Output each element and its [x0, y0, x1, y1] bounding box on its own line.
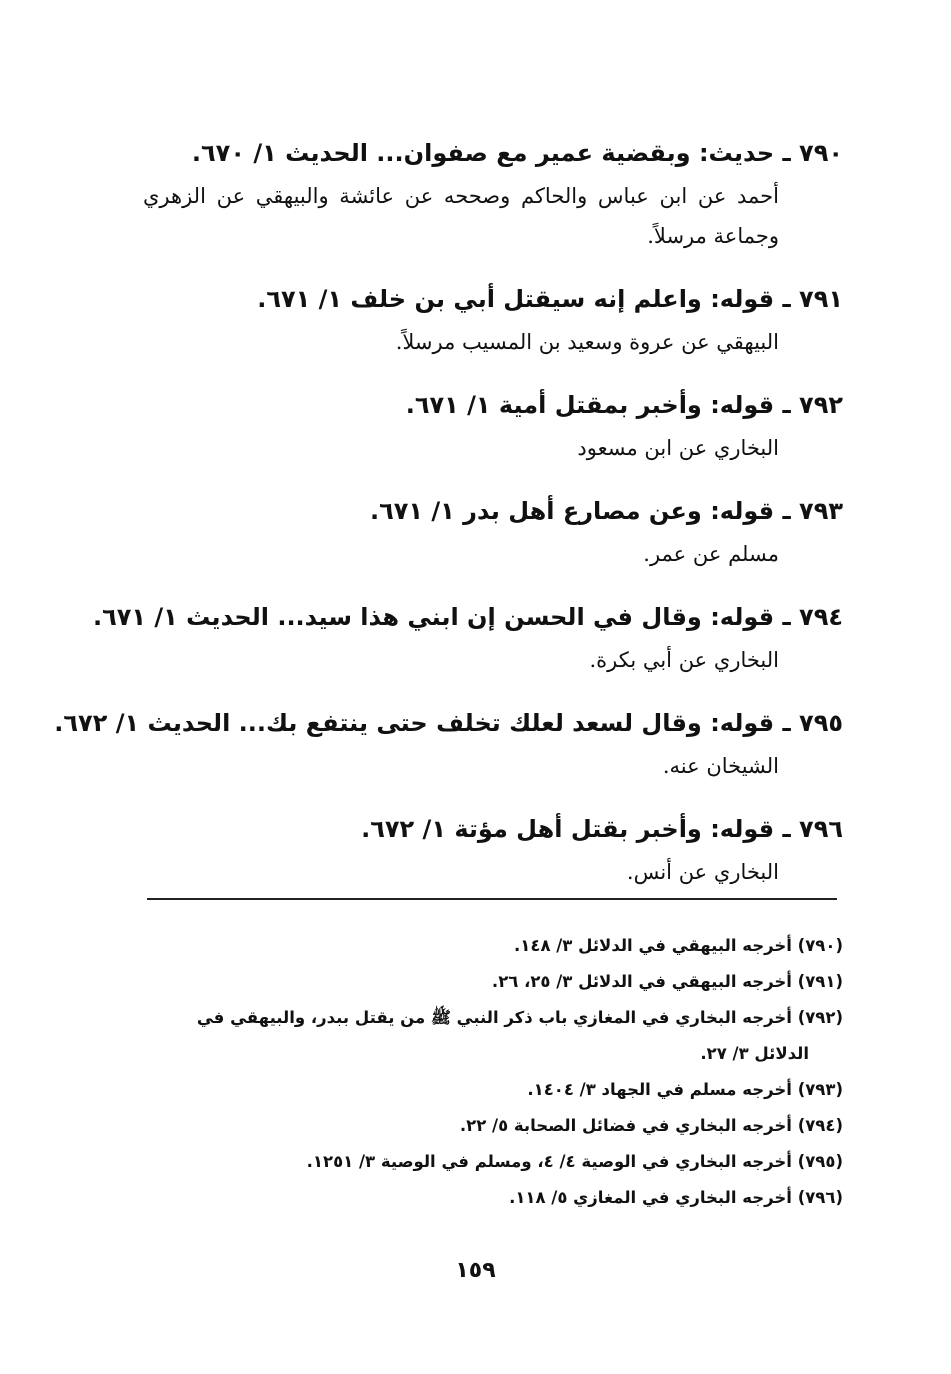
entry-heading: ٧٩٠ ـ حديث: وبقضية عمير مع صفوان... الحديث ١/ ٦٧٠. [191, 139, 843, 167]
footnote-791 [143, 964, 843, 1000]
entry-heading: ٧٩٢ ـ قوله: وأخبر بمقتل أمية ١/ ٦٧١. [405, 391, 843, 419]
entry-791 [143, 276, 843, 362]
footnote-continuation: الدلائل ٣/ ٢٧. [700, 1044, 809, 1063]
footnote-794 [143, 1108, 843, 1144]
entry-source: البيهقي عن عروة وسعيد بن المسيب مرسلاً. [395, 330, 779, 354]
entry-source: الشيخان عنه. [662, 754, 779, 778]
footnote-text: (٧٩٢) أخرجه البخاري في المغازي باب ذكر النبي ﷺ من يقتل ببدر، والبيهقي في [196, 1008, 843, 1027]
footnote-796 [143, 1180, 843, 1216]
footnote-text: (٧٩١) أخرجه البيهقي في الدلائل ٣/ ٢٥، ٢٦. [491, 972, 843, 991]
entry-heading: ٧٩٦ ـ قوله: وأخبر بقتل أهل مؤتة ١/ ٦٧٢. [361, 815, 843, 843]
footnote-text: (٧٩٠) أخرجه البيهقي في الدلائل ٣/ ١٤٨. [514, 936, 843, 955]
entry-source: البخاري عن أنس. [626, 860, 779, 884]
entry-source: البخاري عن ابن مسعود [577, 436, 779, 460]
hadith-entries [54, 130, 843, 912]
footnote-793 [143, 1072, 843, 1108]
footnote-text: (٧٩٥) أخرجه البخاري في الوصية ٤/ ٤، ومسلم في الوصية ٣/ ١٢٥١. [306, 1152, 843, 1171]
entry-792 [143, 382, 843, 468]
entry-796 [143, 806, 843, 892]
footnote-divider [147, 898, 837, 900]
entry-heading: ٧٩٤ ـ قوله: وقال في الحسن إن ابني هذا سيد... الحديث ١/ ٦٧١. [92, 603, 843, 631]
entry-794 [92, 594, 843, 680]
footnote-text: (٧٩٣) أخرجه مسلم في الجهاد ٣/ ١٤٠٤. [527, 1080, 843, 1099]
entry-source: مسلم عن عمر. [643, 542, 779, 566]
entry-heading: ٧٩٣ ـ قوله: وعن مصارع أهل بدر ١/ ٦٧١. [369, 497, 843, 525]
entry-source: البخاري عن أبي بكرة. [589, 648, 779, 672]
entry-793 [143, 488, 843, 574]
entry-heading: ٧٩١ ـ قوله: واعلم إنه سيقتل أبي بن خلف ١/ ٦٧١. [257, 285, 843, 313]
footnote-795 [143, 1144, 843, 1180]
entry-790 [143, 130, 843, 256]
footnote-text: (٧٩٤) أخرجه البخاري في فضائل الصحابة ٥/ ٢٢. [459, 1116, 843, 1135]
entry-795 [54, 700, 843, 786]
footnote-792 [143, 1000, 843, 1072]
page-number: ١٥٩ [455, 1258, 496, 1283]
footnote-790 [143, 928, 843, 964]
footnote-text: (٧٩٦) أخرجه البخاري في المغازي ٥/ ١١٨. [509, 1188, 843, 1207]
entry-source: أحمد عن ابن عباس والحاكم وصححه عن عائشة والبيهقي عن الزهري وجماعة مرسلاً. [143, 184, 779, 248]
footnotes [143, 928, 843, 1216]
entry-heading: ٧٩٥ ـ قوله: وقال لسعد لعلك تخلف حتى ينتفع بك... الحديث ١/ ٦٧٢. [54, 709, 843, 737]
